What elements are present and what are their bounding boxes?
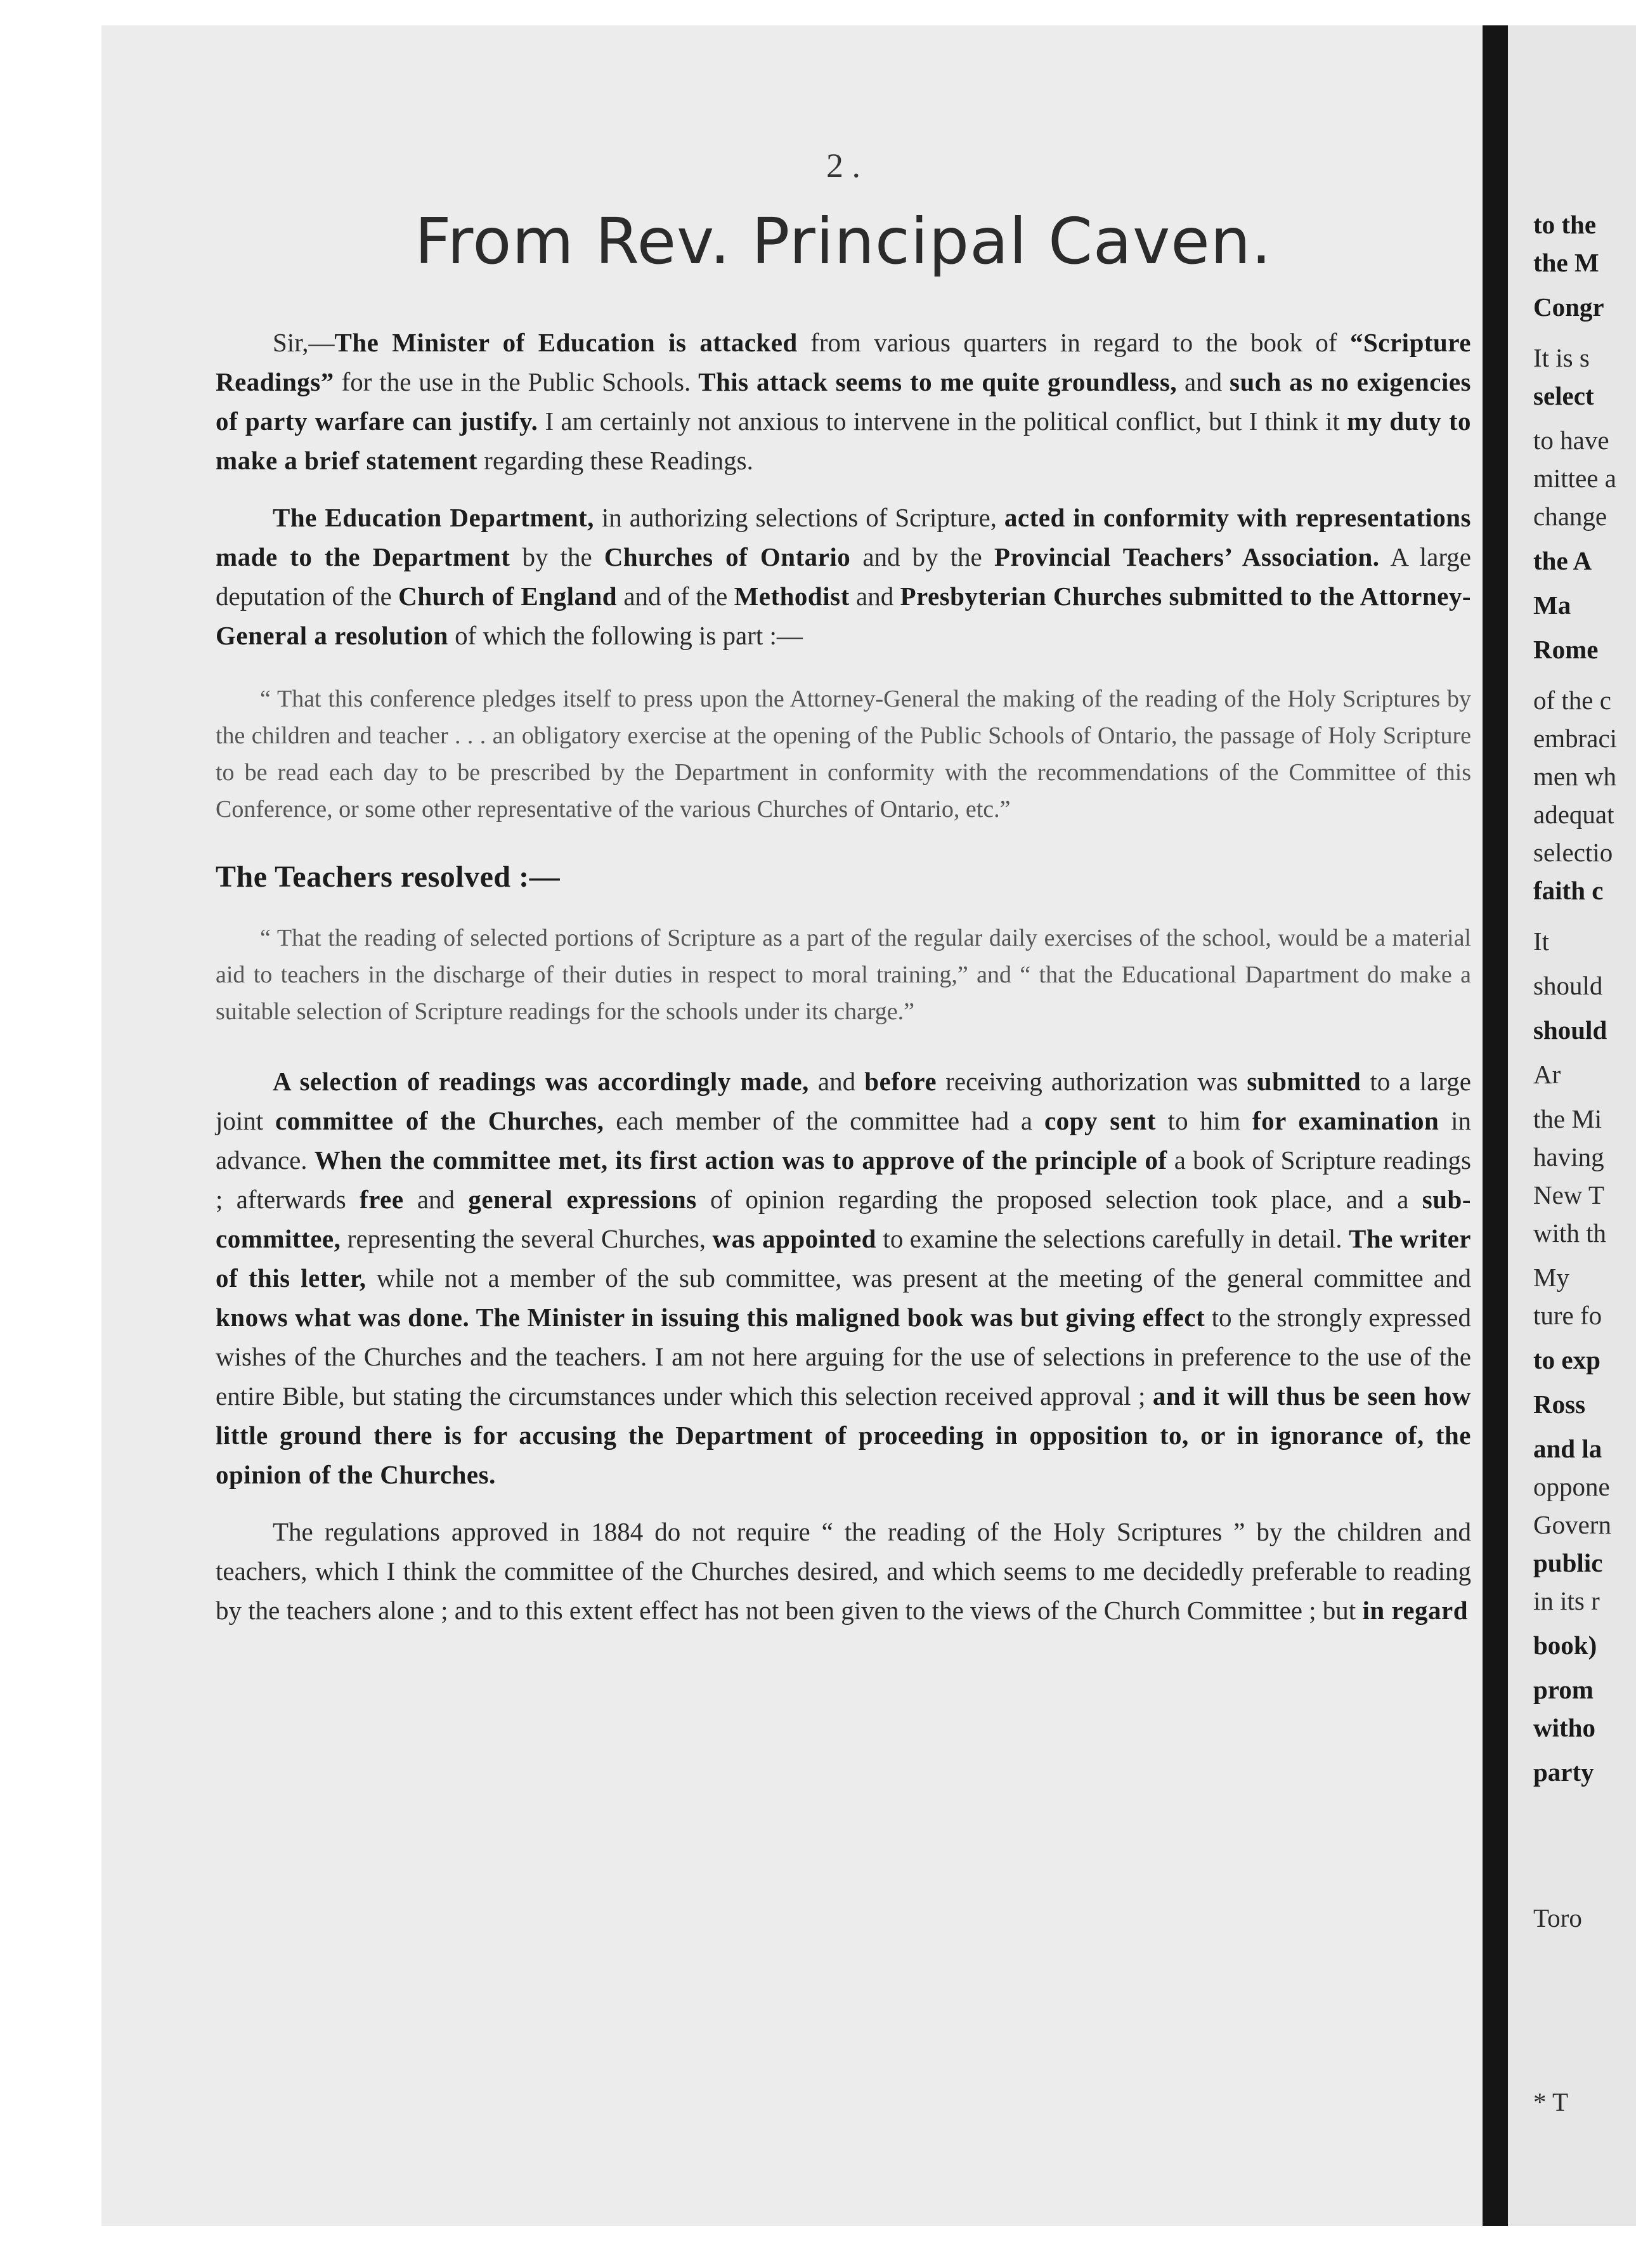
adjacent-page-text-fragment: It is s bbox=[1533, 343, 1590, 372]
emphasized-text: Presbyterian Churches submitted to the Attorney-General a resolution bbox=[216, 582, 1471, 650]
adjacent-page-text-fragment: men wh bbox=[1533, 762, 1616, 791]
emphasized-text: Churches of Ontario bbox=[604, 542, 851, 571]
adjacent-page-text-fragment: to exp bbox=[1533, 1345, 1600, 1374]
adjacent-page-text-fragment: faith c bbox=[1533, 876, 1604, 905]
adjacent-page-text-fragment: prom bbox=[1533, 1675, 1594, 1704]
adjacent-page-text-fragment: the Mi bbox=[1533, 1104, 1602, 1133]
emphasized-text: such as no exigencies of party warfare can justify. bbox=[216, 367, 1471, 436]
emphasized-text: copy sent bbox=[1044, 1106, 1156, 1135]
adjacent-page-text-fragment: having bbox=[1533, 1142, 1604, 1171]
adjacent-page-text-fragment: New T bbox=[1533, 1180, 1604, 1209]
adjacent-page-text-fragment: Ma bbox=[1533, 590, 1571, 620]
emphasized-text: The writer of this letter, bbox=[216, 1224, 1472, 1293]
adjacent-page-text-fragment: Congr bbox=[1533, 292, 1604, 322]
emphasized-text: before bbox=[864, 1067, 937, 1096]
body-text: The regulations approved in 1884 do not require “ the reading of the Holy Scriptures ” by the children and teachers, which I think the committee of the Churches desired, and which seems to me decidedly preferable to reading by the teachers alone ; and to this extent effect has not been given to the views of the Church Committee ; but bbox=[216, 1517, 1471, 1625]
emphasized-text: and it will thus be seen how little ground there is for accusing the Department of proceeding in opposition to, or in ignorance of, the opinion of the Churches. bbox=[216, 1381, 1471, 1489]
adjacent-page-text-fragment: Govern bbox=[1533, 1510, 1611, 1539]
body-text: Sir,— bbox=[273, 328, 335, 357]
body-text: in authorizing selections of Scripture, bbox=[594, 503, 1004, 532]
adjacent-page-fragment bbox=[1508, 25, 1636, 2226]
adjacent-page-text-fragment: mittee a bbox=[1533, 464, 1616, 493]
body-text: a book of Scripture readings ; afterwards bbox=[216, 1145, 1471, 1214]
body-text: of which the following is part :— bbox=[448, 621, 803, 650]
adjacent-page-text-fragment: Ar bbox=[1533, 1060, 1561, 1089]
body-text: and of the bbox=[617, 582, 734, 611]
body-text: and bbox=[808, 1067, 865, 1096]
paragraph-4 bbox=[216, 1512, 1471, 1630]
adjacent-page-text-fragment: the M bbox=[1533, 248, 1599, 277]
body-text: for the use in the Public Schools. bbox=[334, 367, 699, 396]
body-text: representing the several Churches, bbox=[341, 1224, 713, 1253]
emphasized-text: in regard bbox=[1362, 1596, 1469, 1625]
teachers-heading: The Teachers resolved :— bbox=[216, 860, 561, 894]
adjacent-page-text-fragment: adequat bbox=[1533, 800, 1614, 829]
conference-resolution-quote: “ That this conference pledges itself to press upon the Attorney-General the making of the reading of the Holy Scriptures by the children and teacher . . . an obligatory exercise at the opening of the Public Schools of Ontario, the passage of Holy Scripture to be read each day to be prescribed by the Department in conformity with the recommendations of the Committee of this Conference, or some other representative of the various Churches of Ontario, etc.” bbox=[216, 686, 1471, 823]
adjacent-page-text-fragment: book) bbox=[1533, 1631, 1597, 1660]
emphasized-text: committee of the Churches, bbox=[275, 1106, 604, 1135]
body-text: I am certainly not anxious to intervene in the political conflict, but I think it bbox=[538, 407, 1347, 436]
adjacent-page-text-fragment: should bbox=[1533, 1015, 1607, 1045]
body-text: to him bbox=[1155, 1106, 1252, 1135]
body-text: and by the bbox=[850, 542, 994, 571]
adjacent-page-text-fragment: to have bbox=[1533, 426, 1609, 455]
body-text: from various quarters in regard to the book of bbox=[797, 328, 1350, 357]
emphasized-text: When the committee met, its first action was to approve of the principle of bbox=[314, 1145, 1167, 1175]
adjacent-page-text-fragment: to the bbox=[1533, 210, 1597, 239]
emphasized-text: The Minister in issuing this maligned book was but giving effect bbox=[476, 1303, 1205, 1332]
emphasized-text: submitted bbox=[1247, 1067, 1361, 1096]
main-column bbox=[216, 146, 1471, 1648]
adjacent-page-text-fragment: and la bbox=[1533, 1434, 1602, 1463]
emphasized-text: Church of England bbox=[398, 582, 618, 611]
body-text: of opinion regarding the proposed selection took place, and a bbox=[696, 1185, 1422, 1214]
adjacent-page-text-fragment: * T bbox=[1533, 2087, 1569, 2116]
emphasized-text: knows what was done. bbox=[216, 1303, 470, 1332]
body-text: by the bbox=[510, 542, 604, 571]
adjacent-page-text-fragment: of the c bbox=[1533, 686, 1611, 715]
emphasized-text: sub-committee, bbox=[216, 1185, 1471, 1253]
emphasized-text: free bbox=[360, 1185, 404, 1214]
body-text: and bbox=[1177, 367, 1230, 396]
adjacent-page-text-fragment: witho bbox=[1533, 1713, 1595, 1742]
body-text: each member of the committee had a bbox=[604, 1106, 1044, 1135]
adjacent-page-text-fragment: Ross bbox=[1533, 1390, 1586, 1419]
emphasized-text: The Education Department, bbox=[273, 503, 594, 532]
adjacent-page-text-fragment: It bbox=[1533, 927, 1550, 956]
adjacent-page-text-fragment: should bbox=[1533, 971, 1603, 1000]
paragraph-1 bbox=[216, 323, 1471, 480]
adjacent-page-text-fragment: embraci bbox=[1533, 724, 1618, 753]
body-text: to a large joint bbox=[216, 1067, 1471, 1135]
adjacent-page-text-fragment: the A bbox=[1533, 546, 1592, 575]
body-text: while not a member of the sub committee, was present at the meeting of the general committee and bbox=[366, 1263, 1471, 1293]
adjacent-page-text-fragment: selectio bbox=[1533, 838, 1613, 867]
body-text: receiving authorization was bbox=[937, 1067, 1247, 1096]
adjacent-page-text-fragment: oppone bbox=[1533, 1472, 1610, 1501]
body-text: in advance. bbox=[216, 1106, 1471, 1175]
emphasized-text: The Minister of Education is attacked bbox=[334, 328, 798, 357]
body-text: A large deputation of the bbox=[216, 542, 1471, 611]
paragraph-2 bbox=[216, 498, 1471, 655]
body-text: regarding these Readings. bbox=[477, 446, 753, 475]
page-number: 2 . bbox=[826, 147, 860, 185]
emphasized-text: acted in conformity with representations made to the Department bbox=[216, 503, 1472, 571]
adjacent-page-text-fragment: change bbox=[1533, 502, 1607, 531]
page-title: From Rev. Principal Caven. bbox=[415, 204, 1272, 278]
body-text: and bbox=[849, 582, 900, 611]
emphasized-text: for examination bbox=[1252, 1106, 1439, 1135]
adjacent-page-text-fragment: with th bbox=[1533, 1218, 1607, 1248]
emphasized-text: general expressions bbox=[468, 1185, 697, 1214]
adjacent-page-text-fragment: Toro bbox=[1533, 1903, 1582, 1932]
adjacent-page-text-fragment: Rome bbox=[1533, 635, 1599, 664]
emphasized-text: my duty to make a brief statement bbox=[216, 407, 1471, 475]
emphasized-text: Methodist bbox=[734, 582, 850, 611]
body-text bbox=[469, 1303, 476, 1332]
emphasized-text: Provincial Teachers’ Association. bbox=[994, 542, 1380, 571]
book-gutter bbox=[1483, 25, 1508, 2226]
adjacent-page-text-fragment: public bbox=[1533, 1548, 1603, 1577]
teachers-resolution-quote: “ That the reading of selected portions of Scripture as a part of the regular daily exercises of the school, would be a material aid to teachers in the discharge of their duties in respect to moral training,” and “ that the Educational Dapartment do make a suitable selection of Scripture readings for the schools under its charge.” bbox=[216, 925, 1471, 1025]
adjacent-page-text-fragment: select bbox=[1533, 381, 1594, 410]
emphasized-text: “Scripture Readings” bbox=[216, 328, 1471, 396]
adjacent-page-text-fragment: ture fo bbox=[1533, 1301, 1602, 1330]
emphasized-text: This attack seems to me quite groundless, bbox=[698, 367, 1178, 396]
emphasized-text: was appointed bbox=[712, 1224, 876, 1253]
body-text: to the strongly expressed wishes of the Churches and the teachers. I am not here arguing for the use of selections in preference to the use of the entire Bible, but stating the circumstances under which this selection received approval ; bbox=[216, 1303, 1471, 1411]
paragraph-3 bbox=[216, 1062, 1471, 1494]
body-text: to examine the selections carefully in detail. bbox=[876, 1224, 1349, 1253]
body-text: and bbox=[403, 1185, 469, 1214]
adjacent-page-text-fragment: in its r bbox=[1533, 1586, 1600, 1615]
adjacent-page-text-fragment: party bbox=[1533, 1757, 1594, 1787]
adjacent-page-text-fragment: My bbox=[1533, 1263, 1569, 1292]
emphasized-text: A selection of readings was accordingly made, bbox=[273, 1067, 809, 1096]
